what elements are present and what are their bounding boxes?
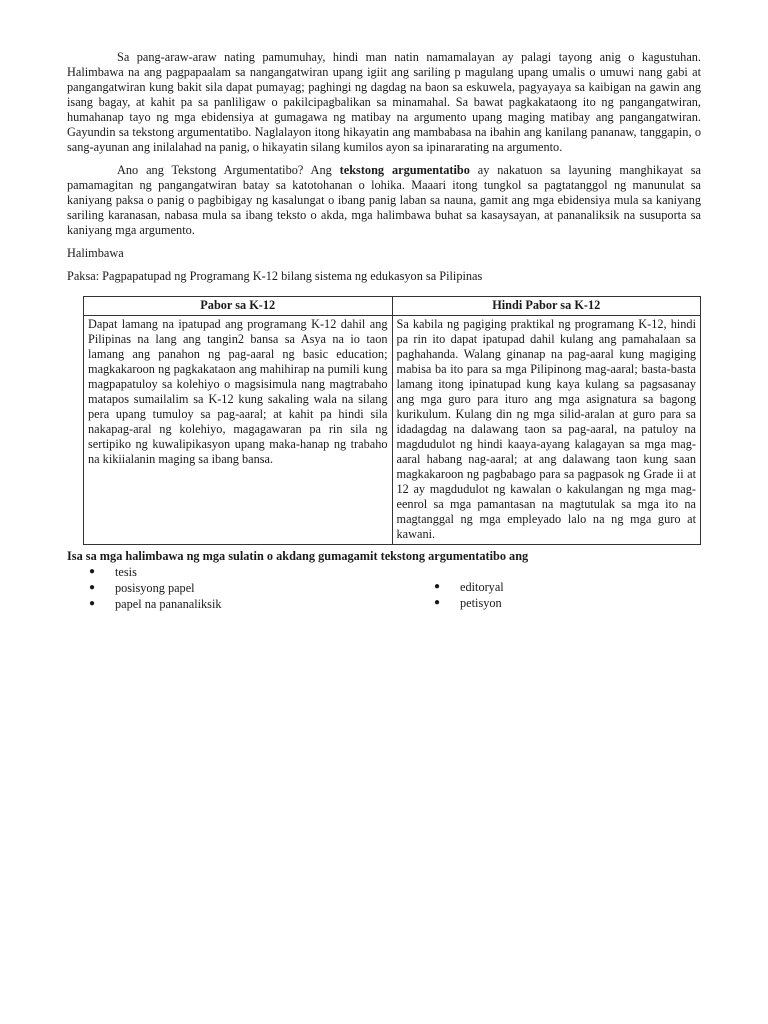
list-item-label: tesis [115, 565, 137, 579]
bullet-icon: ● [89, 582, 96, 593]
bullet-icon: ● [434, 581, 441, 592]
bullet-icon: ● [434, 597, 441, 608]
header-hindi-pabor: Hindi Pabor sa K-12 [392, 297, 701, 316]
halimbawa-label: Halimbawa [67, 246, 124, 260]
definition-paragraph [67, 163, 701, 238]
header-pabor: Pabor sa K-12 [84, 297, 393, 316]
list-item-label: editoryal [460, 580, 504, 594]
list-item [434, 595, 504, 611]
table-row [84, 316, 701, 545]
list-item-label: posisyong papel [115, 581, 195, 595]
document-page [67, 50, 701, 612]
examples-list-left [67, 564, 434, 612]
table-header-row [84, 297, 701, 316]
examples-heading: Isa sa mga halimbawa ng mga sulatin o akdang gumagamit tekstong argumentatibo ang [67, 549, 529, 563]
bullet-icon: ● [89, 598, 96, 609]
paksa-line: Paksa: Pagpapatupad ng Programang K-12 bilang sistema ng edukasyon sa Pilipinas [67, 269, 483, 283]
definition-body: ay nakatuon sa layuning manghikayat sa pamamagitan ng pangangatwiran batay sa katotohanan o lohika. Maaari itong tungkol sa pagtatanggol ng manunulat sa kaniyang paksa o panig o pagbibigay ng kasalungat o ibang panig laban sa nauna, gamit ang mga ebidensiya mula sa kaniyang sariling karanasan, nabasa mula sa ibang teksto o akda, mga halimbawa buhat sa kasaysayan, at pananaliksik na susuporta sa kaniyang mga argumento. [67, 163, 702, 237]
definition-lead: Ano ang Tekstong Argumentatibo? Ang [117, 163, 340, 177]
pabor-hindi-pabor-table [83, 296, 701, 545]
cell-pabor: Dapat lamang na ipatupad ang programang K-12 dahil ang Pilipinas na lang ang tangin2 bansa sa Asya na io taon lamang ang panahon ng pag-aaral ng basic education; magkakaroon ng pagkakataon ang mahihirap na pumili kung magpapatuloy sa kolehiyo o magsisimula nang magtrabaho matapos sumailalim sa K-12 kung sakaling wala na silang pera upang tumuloy sa pag-aaral; at kahit pa hindi sila nakapag-aral ng kolehiyo, magagawaran pa rin sila ng sertipiko ng kuwalipikasyon upang maka-hanap ng trabaho na kikiialanin maging sa ibang bansa. [84, 316, 393, 545]
bullet-icon: ● [89, 566, 96, 577]
list-item [89, 596, 434, 612]
list-item [434, 579, 504, 595]
definition-term: tekstong argumentatibo [339, 163, 470, 177]
list-item [89, 564, 434, 580]
intro-paragraph: Sa pang-araw-araw nating pamumuhay, hindi man natin namamalayan ay palagi tayong anig o kagustuhan. Halimbawa na ang pagpapaalam sa nangangatwiran upang igiit ang sariling p magulang upang umalis o umuwi nang gabi at pangangatwiran kung bakit sila dapat pumayag; paghingi ng dagdag na baon sa eskuwela, pagyayaya sa kaibigan na gawin ang isang bagay, at kahit pa sa panliligaw o pakilcipagbalikan sa minamahal. Sa bawat pagkakataong ito ng pangangatwiran, humahanap tayo ng mga ebidensiya at gumagawa ng matibay na argumento upang maging matibay ang pangangatwiran. Gayundin sa tekstong argumentatibo. Naglalayon itong hikayatin ang mambabasa na ibahin ang kanilang pananaw, tanggapin, o sang-ayunan ang inilalahad na panig, o hikayatin silang kumilos ayon sa ipinararating na argumento. [67, 50, 701, 154]
list-item [89, 580, 434, 596]
examples-list [67, 564, 701, 612]
list-item-label: petisyon [460, 596, 502, 610]
list-item-label: papel na pananaliksik [115, 597, 222, 611]
examples-list-right [434, 579, 504, 612]
cell-hindi-pabor: Sa kabila ng pagiging praktikal ng programang K-12, hindi pa rin ito dapat ipatupad dahil kulang ang pamahalaan sa paghahanda. Walang ginanap na pag-aaral kung magiging mabisa ba ito para sa mga Pilipinong mag-aaral; basta-basta lamang itong ipinatupad kung kaya kulang sa pagsasanay ang mga guro para ituro ang mga asignatura sa bagong kurikulum. Kulang din ng mga silid-aralan at guro para sa idadagdag na dalawang taon sa pag-aaral, na patuloy na magdudulot ng hindi kaaya-ayang kalagayan sa mga mag-aaral habang nag-aaral; at ang dalawang taon kung saan magkakaroon ng pagbabago para sa pagpasok ng Grade ii at 12 ay magdudulot ng kawalan o kakulangan ng mga mag-eenrol sa mga pamantasan na magtutulak sa mga ito na magtanggal ng mga empleyado lalo na ng mga guro at kawani. [392, 316, 701, 545]
